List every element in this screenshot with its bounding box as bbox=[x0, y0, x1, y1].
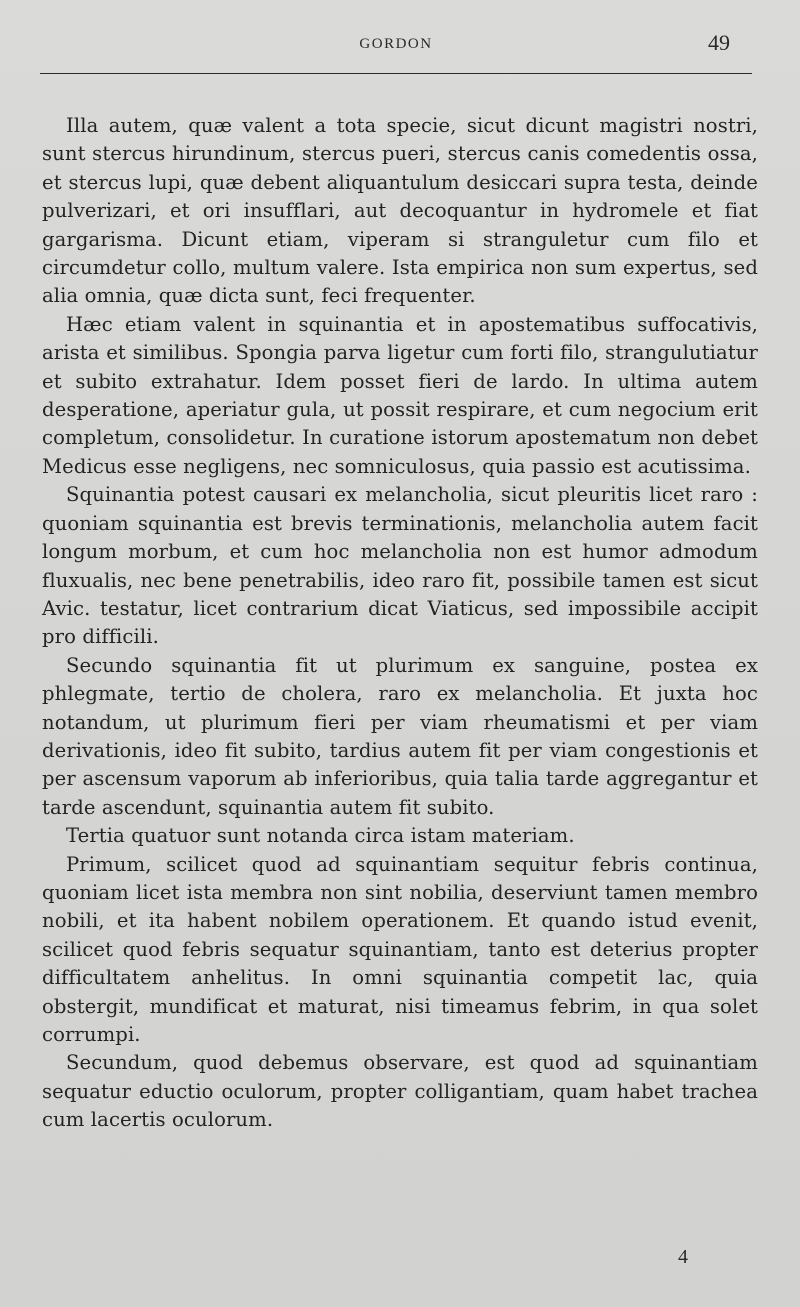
signature-mark: 4 bbox=[678, 1246, 688, 1268]
paragraph: Squinantia potest causari ex melancholia, sicut pleuritis licet raro : quoniam squinantia est brevis terminationis, melancholia autem facit longum morbum, et cum hoc melancholia non est humor admodum fluxualis, nec bene penetrabilis, ideo raro fit, possibile tamen est sicut Avic. testatur, licet contrarium dicat Viaticus, sed impossibile accipit pro difficili. bbox=[42, 483, 758, 649]
paragraph: Secundo squinantia fit ut plurimum ex sanguine, postea ex phlegmate, tertio de cholera, raro ex melancholia. Et juxta hoc notandum, ut plurimum fieri per viam rheumatismi et per viam derivationis, ideo fit subito, tardius autem fit per viam congestionis et per ascensum vaporum ab inferioribus, quia talia tarde aggregantur et tarde ascendunt, squinantia autem fit subito. bbox=[42, 653, 758, 819]
paragraph: Hæc etiam valent in squinantia et in apostematibus suffocativis, arista et similibus. Spongia parva ligetur cum forti filo, strangulutiatur et subito extrahatur. Idem posset fieri de lardo. In ultima autem desperatione, aperiatur gula, ut possit respirare, et cum negocium erit completum, consolidetur. In curatione istorum apostematum non debet Medicus esse negligens, nec somniculosus, quia passio est acutissima. bbox=[42, 312, 758, 478]
paragraph: Illa autem, quæ valent a tota specie, sicut dicunt magistri nostri, sunt stercus hirundinum, stercus pueri, stercus canis comedentis ossa, et stercus lupi, quæ debent aliquantulum desiccari supra testa, deinde pulverizari, et ori insufflari, aut decoquantur in hydromele et fiat gargarisma. Dicunt etiam, viperam si stranguletur cum filo et circumdetur collo, multum valere. Ista empirica non sum expertus, sed alia omnia, quæ dicta sunt, feci frequenter. bbox=[42, 114, 758, 308]
running-head-title: GORDON bbox=[359, 36, 433, 52]
running-head bbox=[40, 30, 752, 60]
header-rule bbox=[40, 73, 752, 74]
page-number: 49 bbox=[708, 30, 730, 55]
paragraph: Tertia quatuor sunt notanda circa istam materiam. bbox=[66, 824, 575, 848]
paragraph: Secundum, quod debemus observare, est quod ad squinantiam sequatur eductio oculorum, propter colligantiam, quam habet trachea cum lacertis oculorum. bbox=[42, 1051, 758, 1132]
body-text bbox=[42, 112, 758, 1135]
paragraph: Primum, scilicet quod ad squinantiam sequitur febris continua, quoniam licet ista membra non sint nobilia, deserviunt tamen membro nobili, et ita habent nobilem operationem. Et quando istud evenit, scilicet quod febris sequatur squinantiam, tanto est deterius propter difficultatem anhelitus. In omni squinantia competit lac, quia obstergit, mundificat et maturat, nisi timeamus febrim, in qua solet corrumpi. bbox=[42, 852, 758, 1046]
